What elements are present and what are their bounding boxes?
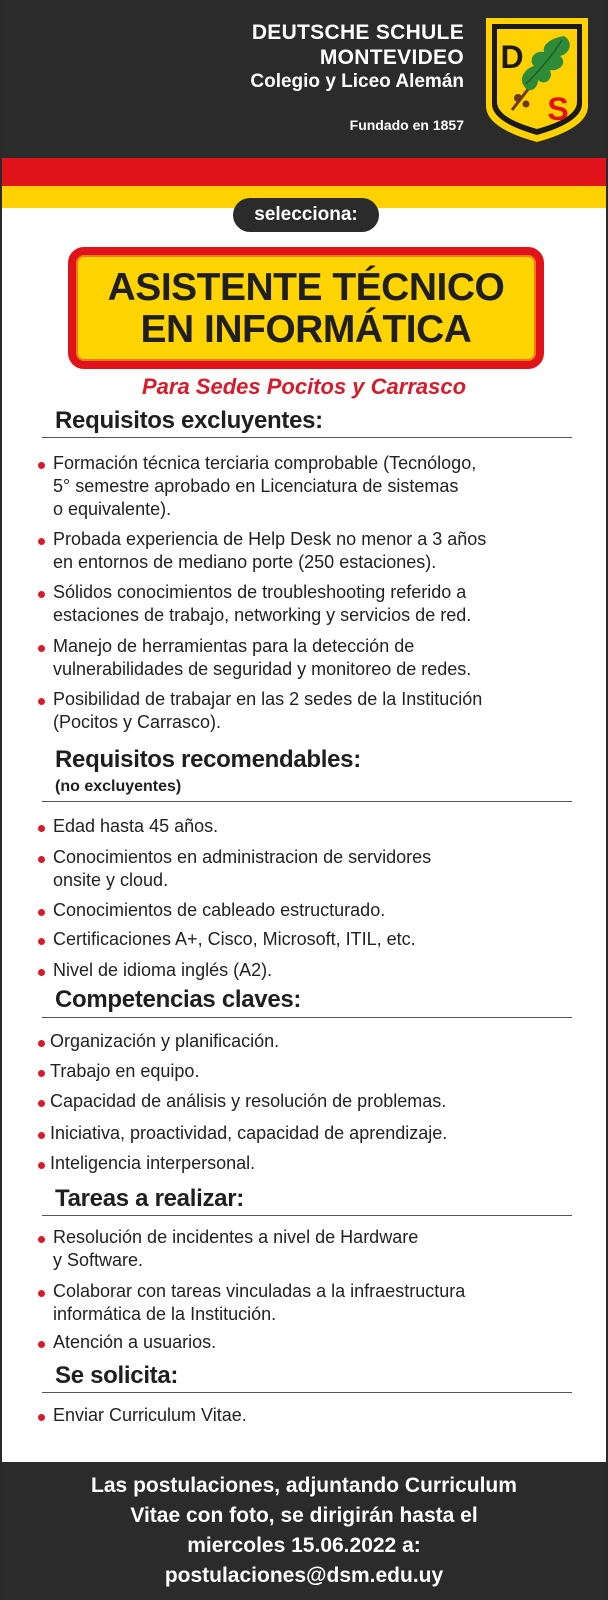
bullet-icon	[38, 1070, 45, 1077]
bullet-icon	[38, 1341, 45, 1348]
section-divider	[42, 801, 572, 802]
footer-line2: Vitae con foto, se dirigirán hasta el	[130, 1504, 478, 1527]
bullet-icon	[38, 1414, 45, 1421]
section-divider	[42, 1017, 572, 1018]
school-name-line1: DEUTSCHE SCHULE	[251, 21, 464, 44]
list-item: Colaborar con tareas vinculadas a la infraestructura informática de la Institución.	[53, 1281, 466, 1324]
bullet-icon	[38, 909, 45, 916]
list-item: Probada experiencia de Help Desk no menor a 3 años en entornos de mediano porte (250 estaciones).	[53, 529, 487, 572]
bullet-icon	[38, 1162, 45, 1169]
bullet-icon	[38, 1040, 45, 1047]
footer-line1: Las postulaciones, adjuntando Curriculum	[91, 1474, 517, 1497]
list-item: Resolución de incidentes a nivel de Hardware y Software.	[53, 1227, 419, 1270]
list-item: Conocimientos de cableado estructurado.	[53, 900, 386, 920]
list-item: Inteligencia interpersonal.	[50, 1153, 256, 1173]
section-divider	[42, 1215, 572, 1216]
job-title-box	[68, 247, 544, 369]
bullet-icon	[38, 1100, 45, 1107]
school-name-line3: Colegio y Liceo Alemán	[250, 71, 464, 92]
list-item: Certificaciones A+, Cisco, Microsoft, ITIL, etc.	[53, 929, 416, 949]
bullet-icon	[38, 462, 45, 469]
bullet-icon	[38, 698, 45, 705]
bullet-icon	[38, 969, 45, 976]
section-title-recomendables: Requisitos recomendables:	[55, 746, 361, 773]
bullet-icon	[38, 856, 45, 863]
footer-application-info	[2, 1462, 606, 1600]
crest-letter-s: S	[547, 91, 569, 127]
list-item: Edad hasta 45 años.	[53, 816, 219, 836]
bullet-icon	[38, 1236, 45, 1243]
section-note-no-excluyentes: (no excluyentes)	[55, 778, 182, 795]
footer-line3: miercoles 15.06.2022 a:	[187, 1534, 421, 1557]
section-title-competencias: Competencias claves:	[55, 986, 302, 1013]
list-item: Iniciativa, proactividad, capacidad de aprendizaje.	[50, 1123, 448, 1143]
bullet-icon	[38, 645, 45, 652]
bullet-icon	[38, 825, 45, 832]
list-item: Trabajo en equipo.	[50, 1061, 200, 1081]
bullet-icon	[38, 1132, 45, 1139]
school-crest-oak-leaf-icon	[482, 14, 592, 146]
header	[2, 0, 606, 158]
list-item: Enviar Curriculum Vitae.	[53, 1405, 247, 1425]
section-title-tareas: Tareas a realizar:	[55, 1185, 244, 1212]
crest-letter-d: D	[500, 39, 524, 75]
job-title-line1: ASISTENTE TÉCNICO	[107, 266, 505, 309]
section-divider	[42, 1392, 572, 1393]
list-item: Nivel de idioma inglés (A2).	[53, 960, 273, 980]
section-title-excluyentes: Requisitos excluyentes:	[55, 407, 323, 434]
section-divider	[42, 437, 572, 438]
footer-email: postulaciones@dsm.edu.uy	[164, 1564, 444, 1587]
list-item: Atención a usuarios.	[53, 1332, 217, 1352]
flag-stripe-red	[2, 158, 606, 186]
list-item: Formación técnica terciaria comprobable (Tecnólogo, 5° semestre aprobado en Licenciatura de sistemas o equivalente).	[53, 453, 477, 519]
job-title-line2: EN INFORMÁTICA	[140, 308, 472, 351]
selecciona-tag: selecciona:	[233, 198, 379, 232]
school-name	[250, 20, 464, 94]
bullet-icon	[38, 591, 45, 598]
school-name-line2: MONTEVIDEO	[319, 46, 464, 69]
bullet-icon	[38, 1290, 45, 1297]
section-title-solicita: Se solicita:	[55, 1362, 179, 1389]
list-item: Capacidad de análisis y resolución de problemas.	[50, 1091, 447, 1111]
bullet-icon	[38, 938, 45, 945]
list-item: Manejo de herramientas para la detección de vulnerabilidades de seguridad y monitoreo de redes.	[53, 636, 472, 679]
bullet-icon	[38, 538, 45, 545]
list-item: Sólidos conocimientos de troubleshooting referido a estaciones de trabajo, networking y servicios de red.	[53, 582, 472, 625]
founded-text: Fundado en 1857	[349, 117, 464, 133]
list-item: Posibilidad de trabajar en las 2 sedes de la Institución (Pocitos y Carrasco).	[53, 689, 483, 732]
list-item: Organización y planificación.	[50, 1031, 280, 1051]
job-subtitle: Para Sedes Pocitos y Carrasco	[141, 374, 467, 399]
list-item: Conocimientos en administracion de servidores onsite y cloud.	[53, 847, 432, 890]
